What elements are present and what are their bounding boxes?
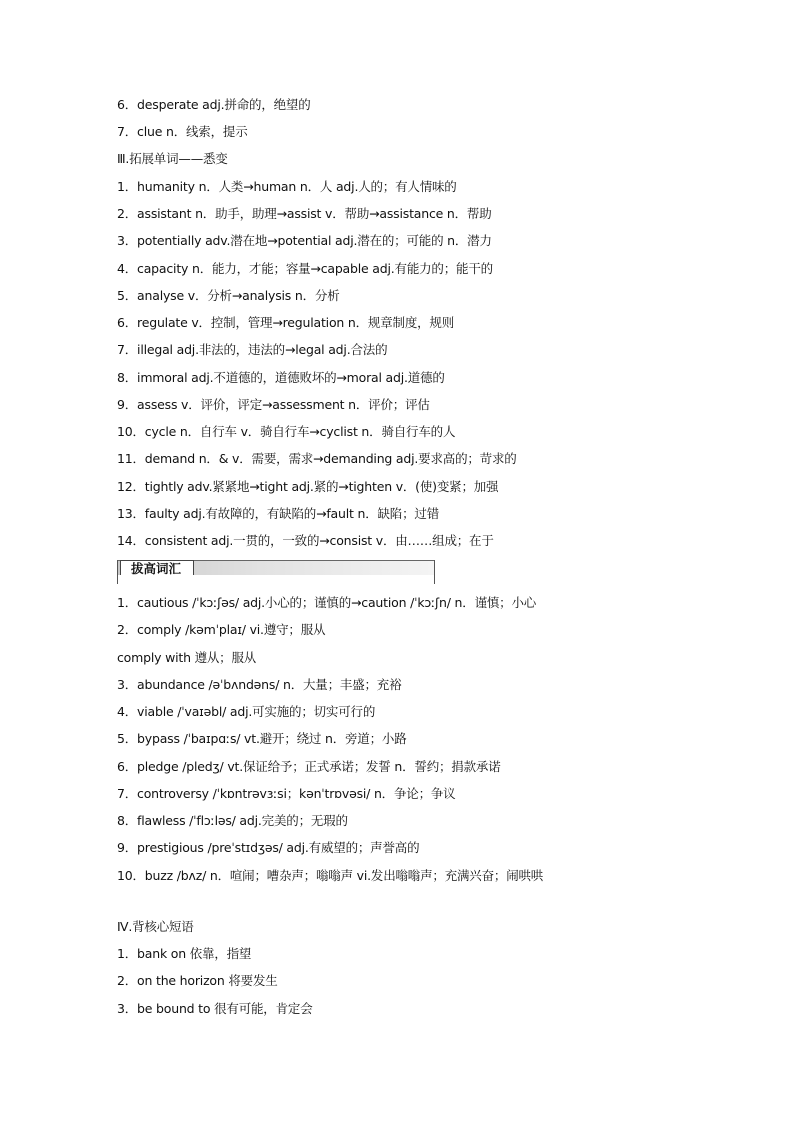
vocab-line: 2．comply /kəmˈplaɪ/ vi.遵守；服从 — [117, 622, 326, 637]
phrase-line: 1．bank on 依靠，指望 — [117, 946, 252, 961]
vocab-line: 12．tightly adv.紧紧地→tight adj.紧的→tighten v．(使)变紧；加强 — [117, 479, 499, 494]
vocab-line: 11．demand n．& v．需要，需求→demanding adj.要求高的；苛求的 — [117, 451, 517, 466]
vocab-line: 6．regulate v．控制，管理→regulation n．规章制度，规则 — [117, 315, 455, 330]
vocab-line: 10．buzz /bʌz/ n．喧闹；嘈杂声；嗡嗡声 vi.发出嗡嗡声；充满兴奋；闹哄哄 — [117, 868, 544, 883]
vocab-line: 7．illegal adj.非法的，违法的→legal adj.合法的 — [117, 342, 388, 357]
vocab-line: 8．flawless /ˈflɔːləs/ adj.完美的；无瑕的 — [117, 813, 348, 828]
vocab-line: 1．cautious /ˈkɔːʃəs/ adj.小心的；谨慎的→caution /ˈkɔːʃn/ n．谨慎；小心 — [117, 595, 537, 610]
vocab-line: 3．abundance /əˈbʌndəns/ n．大量；丰盛；充裕 — [117, 677, 402, 692]
vocab-line: 1．humanity n．人类→human n．人 adj.人的；有人情味的 — [117, 179, 457, 194]
vocab-line: 7．clue n．线索，提示 — [117, 124, 248, 139]
phrase-line: 2．on the horizon 将要发生 — [117, 973, 278, 988]
vocab-line: 5．analyse v．分析→analysis n．分析 — [117, 288, 340, 303]
banner-label-box — [120, 560, 194, 575]
vocab-line: 2．assistant n．助手，助理→assist v．帮助→assistance n．帮助 — [117, 206, 492, 221]
vocab-line: 13．faulty adj.有故障的，有缺陷的→fault n．缺陷；过错 — [117, 506, 440, 521]
vocab-line: 9．prestigious /preˈstɪdʒəs/ adj.有威望的；声誉高的 — [117, 840, 420, 855]
vocab-line: 4．capacity n．能力，才能；容量→capable adj.有能力的；能干的 — [117, 261, 493, 276]
vocab-line: 4．viable /ˈvaɪəbl/ adj.可实施的；切实可行的 — [117, 704, 376, 719]
vocab-line: 6．desperate adj.拼命的，绝望的 — [117, 97, 311, 112]
advanced-vocab-banner — [117, 560, 435, 584]
vocab-line: 10．cycle n．自行车 v．骑自行车→cyclist n．骑自行车的人 — [117, 424, 456, 439]
vocab-line: 3．potentially adv.潜在地→potential adj.潜在的；可能的 n．潜力 — [117, 233, 492, 248]
vocab-line: comply with 遵从；服从 — [117, 650, 257, 665]
vocab-line: 6．pledge /pledʒ/ vt.保证给予；正式承诺；发誓 n．誓约；捐款承诺 — [117, 759, 501, 774]
vocab-line: 9．assess v．评价，评定→assessment n．评价；评估 — [117, 397, 430, 412]
section-heading-core-phrases: Ⅳ.背核心短语 — [117, 919, 194, 934]
vocab-line: 5．bypass /ˈbaɪpɑːs/ vt.避开；绕过 n．旁道；小路 — [117, 731, 407, 746]
section-heading-expand-words: Ⅲ.拓展单词——悉变 — [117, 151, 228, 166]
vocab-line: 14．consistent adj.一贯的，一致的→consist v．由……组成；在于 — [117, 533, 494, 548]
banner-label: 拔高词汇 — [131, 561, 182, 576]
vocab-line: 7．controversy /ˈkɒntrəvɜːsi；kənˈtrɒvəsi/ n．争论；争议 — [117, 786, 456, 801]
phrase-line: 3．be bound to 很有可能，肯定会 — [117, 1001, 313, 1016]
vocab-line: 8．immoral adj.不道德的，道德败坏的→moral adj.道德的 — [117, 370, 445, 385]
